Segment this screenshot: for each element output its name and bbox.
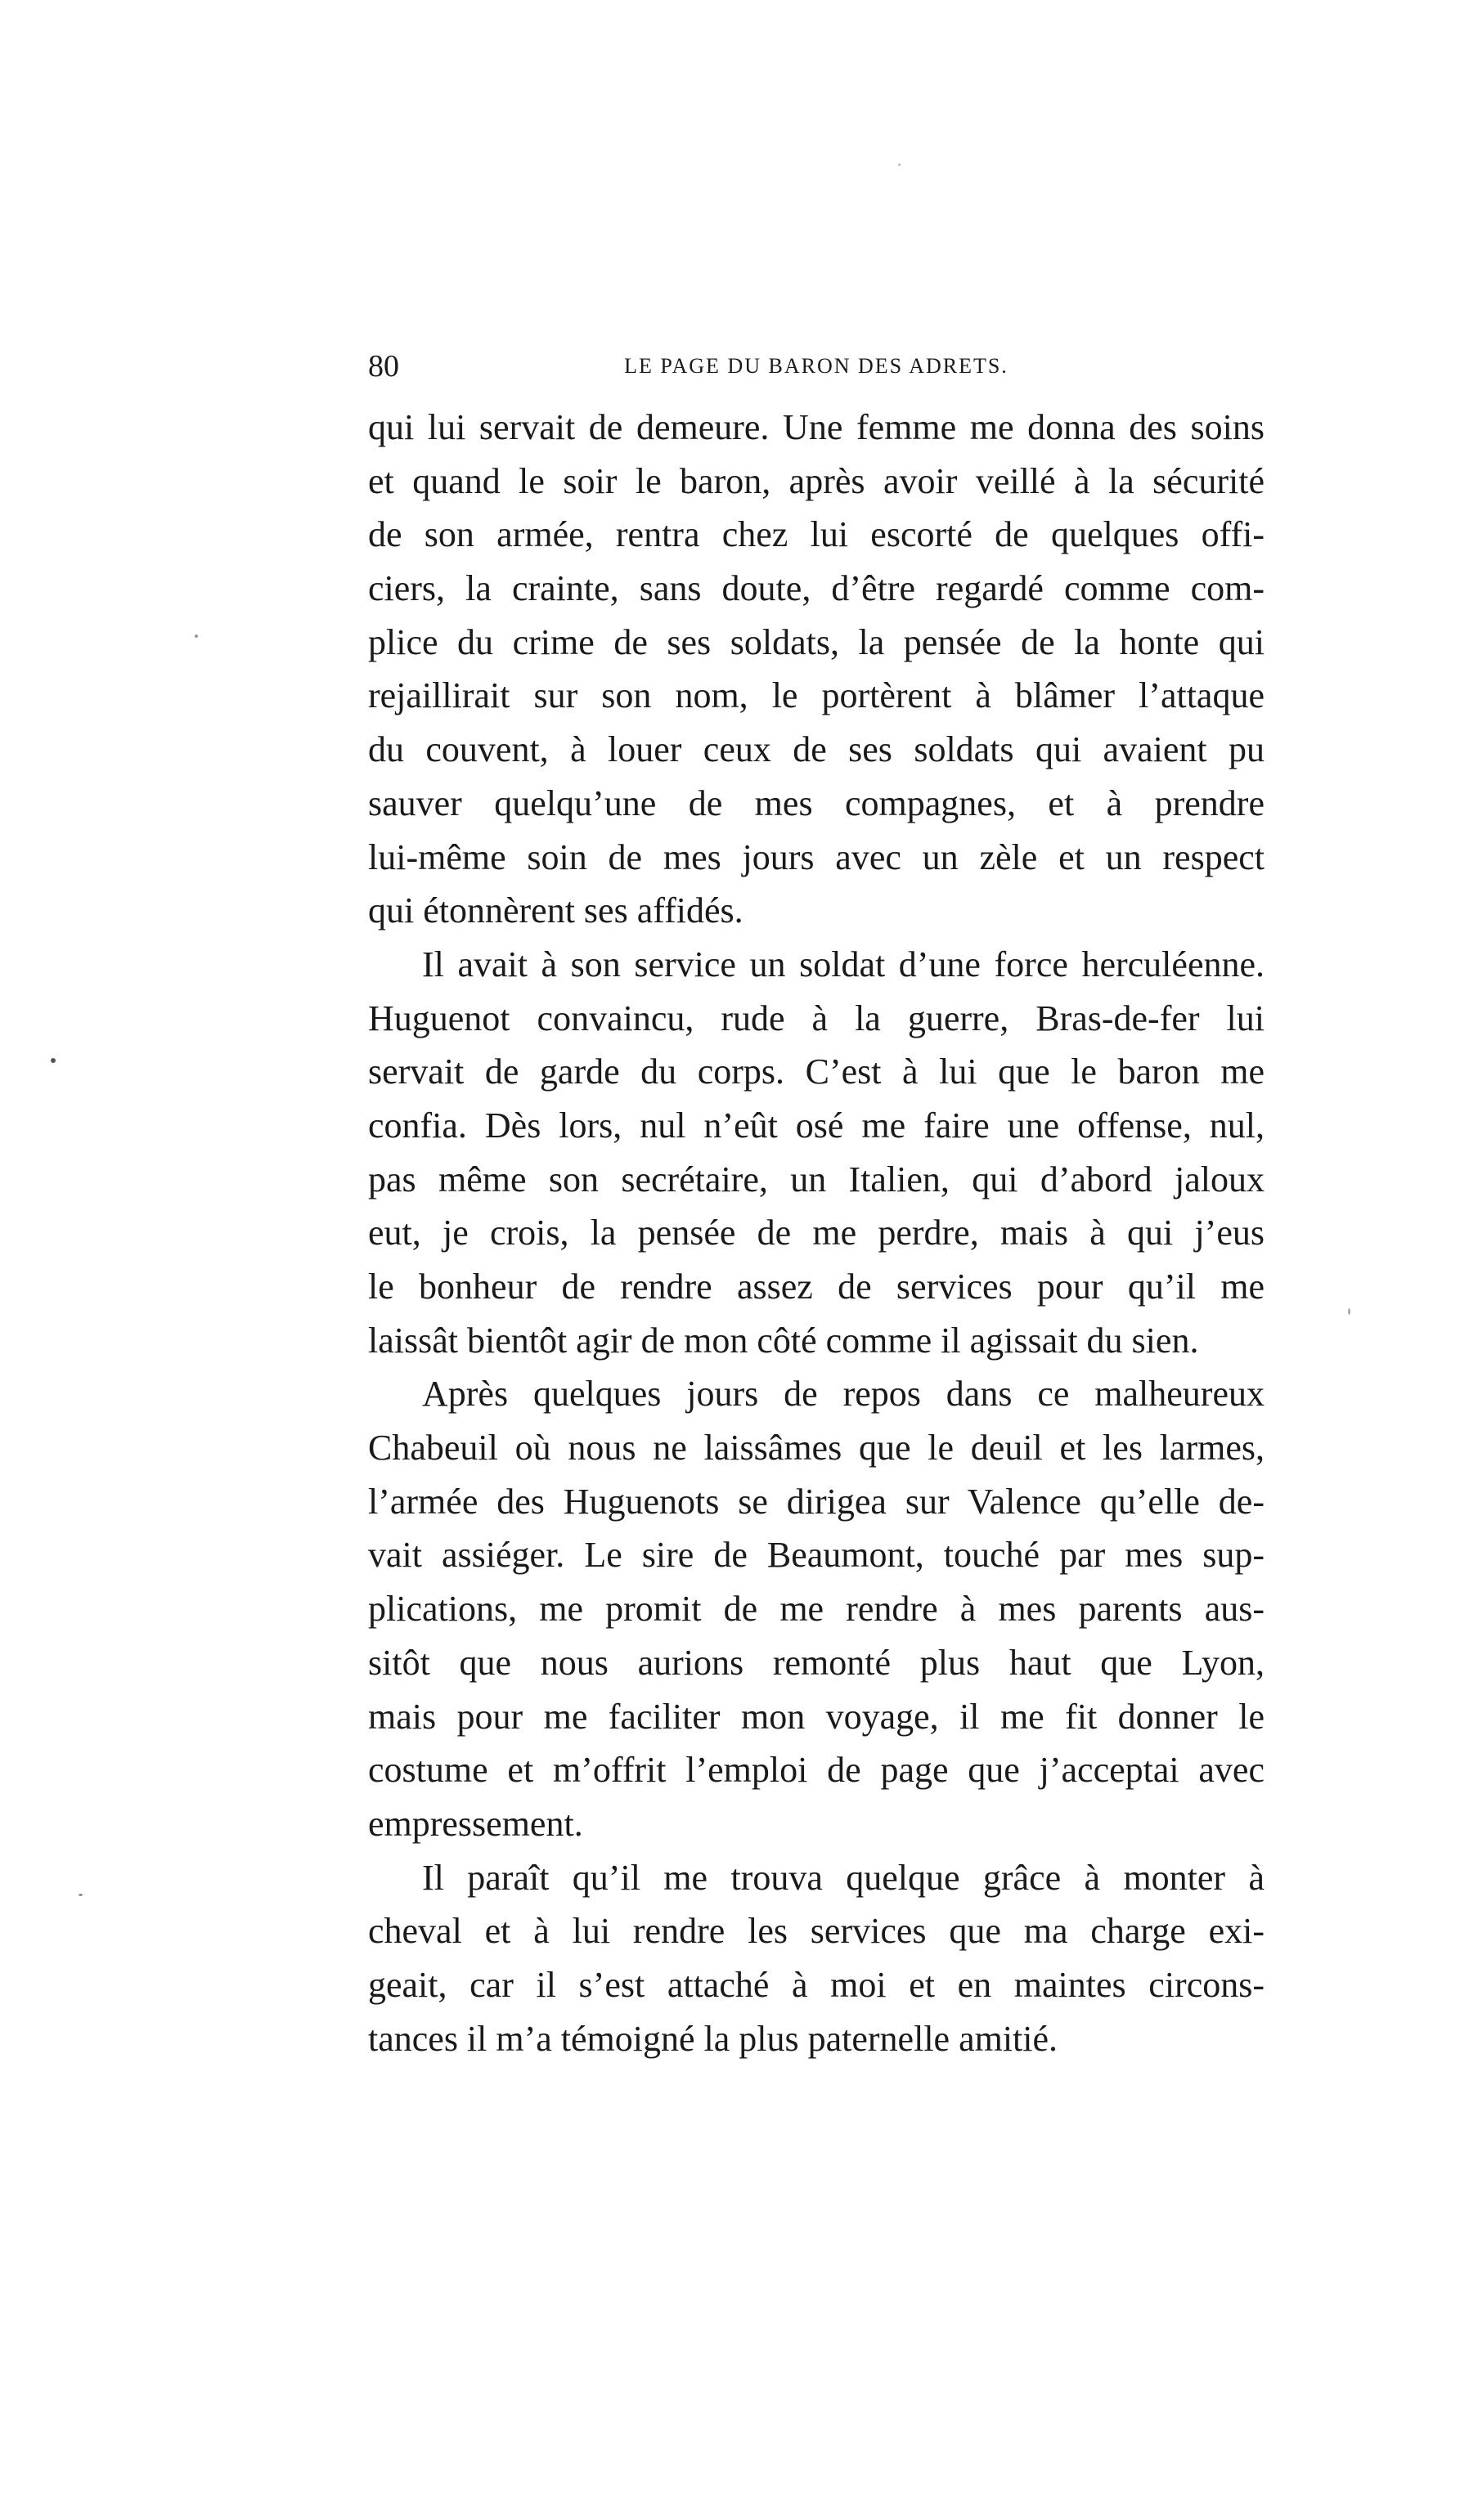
text-line: Après quelques jours de repos dans ce malheureux (422, 1374, 1265, 1415)
text-line: lui-même soin de mes jours avec un zèle et un respect (368, 836, 1265, 877)
text-line: sauver quelqu’une de mes compagnes, et à prendre (368, 782, 1265, 823)
paper-speck (898, 164, 901, 166)
paper-speck (79, 1894, 83, 1896)
text-line: l’armée des Huguenots se dirigea sur Valence qu’elle de- (368, 1481, 1265, 1522)
paper-speck (51, 1058, 56, 1063)
text-line: plice du crime de ses soldats, la pensée de la honte qui (368, 621, 1265, 662)
text-line: ciers, la crainte, sans doute, d’être regardé comme com- (368, 568, 1265, 609)
text-line: Il paraît qu’il me trouva quelque grâce à monter à (422, 1857, 1265, 1898)
paper-speck (1348, 1308, 1350, 1315)
text-line: mais pour me faciliter mon voyage, il me fit donner le (368, 1696, 1265, 1737)
paragraph (368, 1851, 1265, 2066)
text-line: plications, me promit de me rendre à mes parents aus- (368, 1589, 1265, 1630)
text-line: empressement. (368, 1803, 583, 1844)
text-line: geait, car il s’est attaché à moi et en maintes circons- (368, 1964, 1265, 2005)
text-line: pas même son secrétaire, un Italien, qui d’abord jaloux (368, 1159, 1265, 1199)
text-line: Chabeuil où nous ne laissâmes que le deuil et les larmes, (368, 1428, 1265, 1469)
text-line: servait de garde du corps. C’est à lui que le baron me (368, 1051, 1265, 1092)
running-title: LE PAGE DU BARON DES ADRETS. (624, 354, 1009, 378)
paragraph (368, 401, 1265, 938)
text-line: rejaillirait sur son nom, le portèrent à blâmer l’attaque (368, 675, 1265, 716)
text-line: de son armée, rentra chez lui escorté de quelques offi- (368, 514, 1265, 555)
running-head (368, 342, 1265, 391)
text-line: costume et m’offrit l’emploi de page que j’acceptai avec (368, 1750, 1265, 1791)
text-line: et quand le soir le baron, après avoir veillé à la sécurité (368, 460, 1265, 501)
text-line: eut, je crois, la pensée de me perdre, mais à qui j’eus (368, 1213, 1265, 1253)
text-line: Huguenot convaincu, rude à la guerre, Bras-de-fer lui (368, 998, 1265, 1038)
text-line: qui lui servait de demeure. Une femme me donna des soins (368, 407, 1265, 447)
text-line: sitôt que nous aurions remonté plus haut que Lyon, (368, 1642, 1265, 1683)
text-line: du couvent, à louer ceux de ses soldats qui avaient pu (368, 729, 1265, 770)
paper-speck (195, 634, 198, 638)
text-line: le bonheur de rendre assez de services pour qu’il me (368, 1267, 1265, 1307)
text-line: cheval et à lui rendre les services que ma charge exi- (368, 1911, 1265, 1952)
text-line: tances il m’a témoigné la plus paternelle amitié. (368, 2018, 1058, 2059)
text-line: Il avait à son service un soldat d’une force herculéenne. (422, 944, 1265, 984)
body-text (368, 401, 1265, 2065)
paragraph (368, 1367, 1265, 1850)
text-line: qui étonnèrent ses affidés. (368, 890, 743, 931)
paragraph (368, 938, 1265, 1368)
page-number: 80 (368, 349, 399, 383)
text-line: confia. Dès lors, nul n’eût osé me faire une offense, nul, (368, 1105, 1265, 1146)
text-line: laissât bientôt agir de mon côté comme il agissait du sien. (368, 1320, 1199, 1361)
text-line: vait assiéger. Le sire de Beaumont, touché par mes sup- (368, 1535, 1265, 1576)
